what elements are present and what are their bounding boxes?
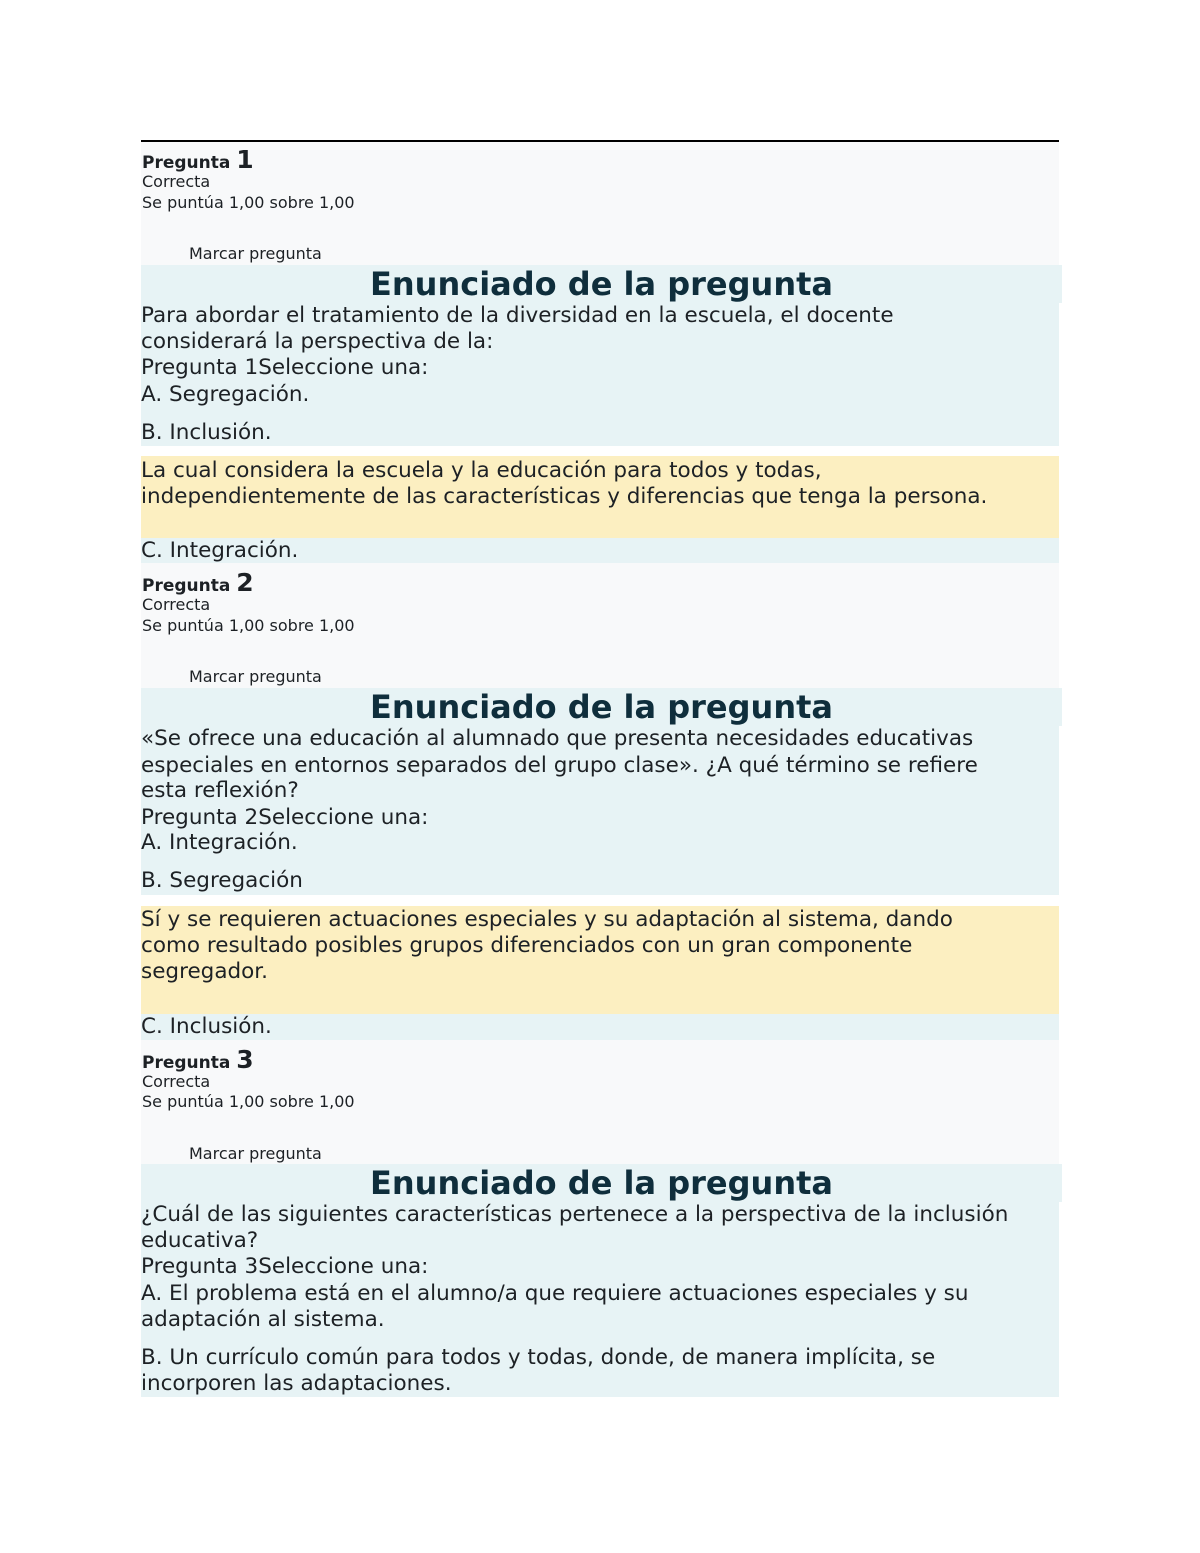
question-grade: Se puntúa 1,00 sobre 1,00 <box>142 1092 355 1111</box>
feedback-line: La cual considera la escuela y la educación para todos y todas, <box>141 458 822 483</box>
question-content-1 <box>141 265 1059 446</box>
question-prompt: Pregunta 1Seleccione una: <box>141 355 429 380</box>
answer-option-b[interactable]: B. Un currículo común para todos y todas, donde, de manera implícita, se <box>141 1345 936 1370</box>
question-text-line: esta reflexión? <box>141 778 299 803</box>
question-state: Correcta <box>142 1072 211 1091</box>
question-text-line: educativa? <box>141 1228 259 1253</box>
answer-option-b[interactable]: B. Segregación <box>141 868 303 893</box>
question-content-2 <box>141 688 1059 895</box>
answer-option-c[interactable]: C. Integración. <box>141 538 299 563</box>
question-state: Correcta <box>142 172 211 191</box>
answer-option-a[interactable]: A. Integración. <box>141 830 298 855</box>
question-number: Pregunta 1 <box>142 145 254 174</box>
answer-option-c[interactable]: C. Inclusión. <box>141 1014 272 1039</box>
question-text-line: ¿Cuál de las siguientes características pertenece a la perspectiva de la inclusión <box>141 1202 1009 1227</box>
question-info-2 <box>141 563 1059 688</box>
answer-option-b[interactable]: B. Inclusión. <box>141 420 272 445</box>
question-grade: Se puntúa 1,00 sobre 1,00 <box>142 193 355 212</box>
question-heading: Enunciado de la pregunta <box>141 688 1062 726</box>
question-prompt: Pregunta 3Seleccione una: <box>141 1254 429 1279</box>
question-grade: Se puntúa 1,00 sobre 1,00 <box>142 616 355 635</box>
question-text-line: considerará la perspectiva de la: <box>141 329 494 354</box>
question-number: Pregunta 3 <box>142 1045 254 1074</box>
flag-question-link[interactable]: Marcar pregunta <box>189 1144 322 1163</box>
question-info-3 <box>141 1040 1059 1164</box>
feedback-line: Sí y se requieren actuaciones especiales y su adaptación al sistema, dando <box>141 907 953 932</box>
question-content-3 <box>141 1164 1059 1397</box>
question-content-2-cont <box>141 1014 1059 1040</box>
question-content-1-cont <box>141 538 1059 563</box>
answer-option-a[interactable]: A. Segregación. <box>141 382 310 407</box>
question-heading: Enunciado de la pregunta <box>141 265 1062 303</box>
question-info-1 <box>141 142 1059 265</box>
question-text-line: «Se ofrece una educación al alumnado que presenta necesidades educativas <box>141 726 974 751</box>
question-number: Pregunta 2 <box>142 568 254 597</box>
feedback-line: segregador. <box>141 959 268 984</box>
answer-option-a-cont: adaptación al sistema. <box>141 1307 385 1332</box>
question-heading: Enunciado de la pregunta <box>141 1164 1062 1202</box>
flag-question-link[interactable]: Marcar pregunta <box>189 667 322 686</box>
option-feedback <box>141 906 1059 1014</box>
answer-option-b-cont: incorporen las adaptaciones. <box>141 1371 452 1396</box>
flag-question-link[interactable]: Marcar pregunta <box>189 244 322 263</box>
question-state: Correcta <box>142 595 211 614</box>
feedback-line: independientemente de las características y diferencias que tenga la persona. <box>141 484 988 509</box>
option-feedback <box>141 456 1059 538</box>
question-text-line: Para abordar el tratamiento de la diversidad en la escuela, el docente <box>141 303 894 328</box>
feedback-line: como resultado posibles grupos diferenciados con un gran componente <box>141 933 913 958</box>
answer-option-a[interactable]: A. El problema está en el alumno/a que requiere actuaciones especiales y su <box>141 1281 969 1306</box>
question-text-line: especiales en entornos separados del grupo clase». ¿A qué término se refiere <box>141 753 978 778</box>
question-prompt: Pregunta 2Seleccione una: <box>141 805 429 830</box>
